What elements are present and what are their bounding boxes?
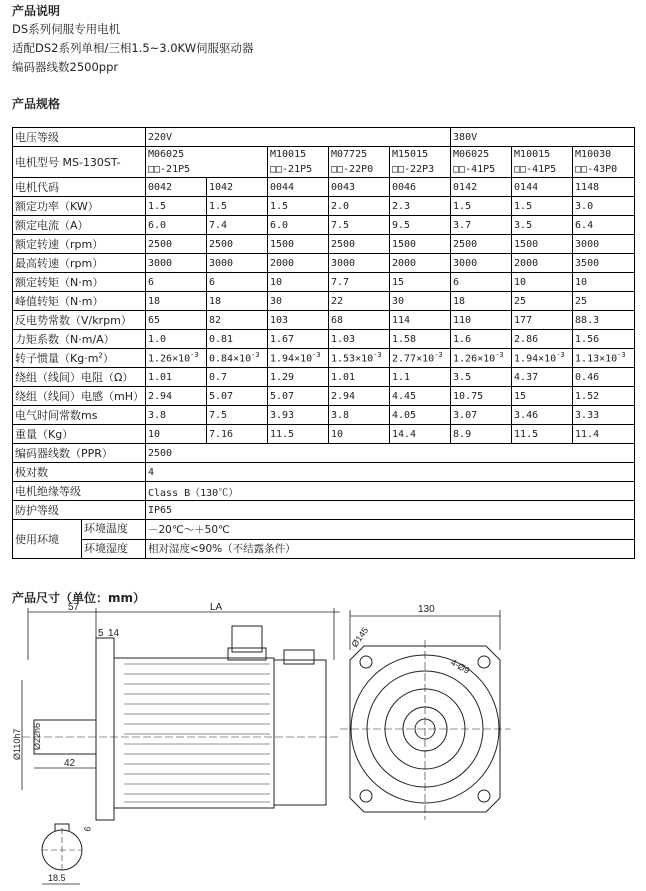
spec-value: 1.67: [268, 330, 329, 349]
spec-value: 2000: [268, 254, 329, 273]
spec-row: [13, 292, 635, 311]
spec-value: 3.7: [451, 216, 512, 235]
spec-value: 1.5: [207, 197, 268, 216]
dim-14: 14: [108, 628, 120, 639]
env-temp-value: －20℃～＋50℃: [146, 520, 635, 540]
inertia-value: $1.26\times 10^{-3}$: [451, 349, 512, 368]
spec-value: 2500: [146, 235, 207, 254]
spec-value: 3000: [146, 254, 207, 273]
spec-row: [13, 406, 635, 425]
spec-row: [13, 235, 635, 254]
spec-value: 14.4: [390, 425, 451, 444]
spec-heading: 产品规格: [12, 97, 61, 111]
spec-value: 0.81: [207, 330, 268, 349]
dim-57: 57: [68, 602, 80, 613]
spec-value: 11.4: [573, 425, 635, 444]
spec-row: [13, 425, 635, 444]
model-cell: M07725 □□-22P0: [329, 147, 390, 178]
spec-value: 6.4: [573, 216, 635, 235]
encoder-label: 编码器线数（PPR）: [13, 444, 146, 463]
spec-row: [13, 387, 635, 406]
spec-value: 10: [512, 273, 573, 292]
dim-holes: 4-Ø9: [449, 657, 472, 676]
protection-value: IP65: [146, 501, 635, 520]
spec-value: 3.8: [329, 406, 390, 425]
env-label: 使用环境: [13, 520, 82, 558]
spec-value: 1148: [573, 178, 635, 197]
spec-row-label: 力矩系数（N·m/A）: [13, 330, 146, 349]
spec-value: 1.5: [451, 197, 512, 216]
spec-value: 1.58: [390, 330, 451, 349]
insulation-value: Class B（130℃）: [146, 482, 635, 501]
spec-row: [13, 197, 635, 216]
spec-value: 2.94: [146, 387, 207, 406]
spec-row-label: 电气时间常数ms: [13, 406, 146, 425]
spec-value: 30: [390, 292, 451, 311]
spec-row: [13, 311, 635, 330]
model-cell: M06025 □□-21P5: [146, 147, 268, 178]
voltage-380: 380V: [451, 128, 635, 147]
dimension-drawing: [0, 600, 646, 891]
spec-row-label: 额定转速（rpm）: [13, 235, 146, 254]
spec-value: 1.56: [573, 330, 635, 349]
spec-value: 82: [207, 311, 268, 330]
description-line: 编码器线数2500ppr: [12, 60, 119, 74]
spec-row-label: 反电势常数（V/krpm）: [13, 311, 146, 330]
inertia-value: $0.84\times 10^{-3}$: [207, 349, 268, 368]
spec-value: 1.5: [146, 197, 207, 216]
spec-value: 15: [512, 387, 573, 406]
cooling-fins: [124, 664, 270, 802]
model-cell: M10015 □□-21P5: [268, 147, 329, 178]
description-line: DS系列伺服专用电机: [12, 22, 121, 36]
spec-row-label: 峰值转矩（N·m）: [13, 292, 146, 311]
spec-value: 6.0: [268, 216, 329, 235]
model-cell: M06025 □□-41P5: [451, 147, 512, 178]
inertia-row: [13, 349, 635, 368]
spec-value: 2.86: [512, 330, 573, 349]
spec-value: 1.01: [146, 368, 207, 387]
front-view: [340, 610, 510, 820]
spec-row-label: 重量（Kg）: [13, 425, 146, 444]
spec-value: 3.07: [451, 406, 512, 425]
spec-value: 0.7: [207, 368, 268, 387]
spec-value: 18: [146, 292, 207, 311]
spec-row: [13, 368, 635, 387]
spec-value: 4.45: [390, 387, 451, 406]
dim-5: 5: [98, 628, 104, 639]
spec-row-label: 额定功率（KW）: [13, 197, 146, 216]
spec-value: 6: [146, 273, 207, 292]
env-hum-label: 环境湿度: [84, 542, 128, 555]
spec-value: 3.8: [146, 406, 207, 425]
spec-value: 1.5: [512, 197, 573, 216]
inertia-value: $2.77\times 10^{-3}$: [390, 349, 451, 368]
dim-22: Ø22h6: [32, 722, 42, 750]
env-hum-value: 相对湿度<90%（不结露条件）: [146, 539, 635, 559]
spec-value: 2500: [329, 235, 390, 254]
spec-row: [13, 273, 635, 292]
spec-value: 10: [146, 425, 207, 444]
spec-value: 15: [390, 273, 451, 292]
env-temp-label: 环境温度: [82, 520, 145, 540]
spec-value: 3000: [207, 254, 268, 273]
spec-value: 3.5: [451, 368, 512, 387]
spec-value: 2500: [451, 235, 512, 254]
spec-value: 7.5: [207, 406, 268, 425]
spec-value: 11.5: [512, 425, 573, 444]
spec-row-label: 绕组（线间）电阻（Ω）: [13, 368, 146, 387]
poles-value: 4: [146, 463, 635, 482]
spec-row-label: 绕组（线间）电感（mH）: [13, 387, 146, 406]
spec-value: 25: [573, 292, 635, 311]
spec-value: 1.6: [451, 330, 512, 349]
spec-value: 114: [390, 311, 451, 330]
spec-value: 4.05: [390, 406, 451, 425]
spec-value: 2000: [512, 254, 573, 273]
model-cell: M10030 □□-43P0: [573, 147, 635, 178]
spec-value: 5.07: [268, 387, 329, 406]
poles-row: [13, 463, 635, 482]
spec-value: 3.93: [268, 406, 329, 425]
spec-row: [13, 178, 635, 197]
spec-row-label: 电机代码: [13, 178, 146, 197]
model-cell: M10015 □□-41P5: [512, 147, 573, 178]
spec-value: 3000: [573, 235, 635, 254]
spec-value: 1.01: [329, 368, 390, 387]
dim-la: LA: [210, 602, 223, 613]
voltage-row: [13, 128, 635, 147]
spec-row-label: 额定电流（A）: [13, 216, 146, 235]
spec-row-label: 最高转速（rpm）: [13, 254, 146, 273]
encoder-value: 2500: [146, 444, 635, 463]
spec-value: 0144: [512, 178, 573, 197]
spec-value: 8.9: [451, 425, 512, 444]
voltage-label: 电压等级: [13, 128, 146, 147]
dim-6: 6: [82, 825, 93, 833]
spec-value: 0042: [146, 178, 207, 197]
dim-18: 18.5: [48, 873, 66, 883]
dim-110: Ø110h7: [12, 728, 22, 760]
spec-value: 1500: [512, 235, 573, 254]
spec-value: 7.5: [329, 216, 390, 235]
spec-value: 7.4: [207, 216, 268, 235]
spec-value: 1.0: [146, 330, 207, 349]
spec-row: [13, 216, 635, 235]
encoder-row: [13, 444, 635, 463]
spec-value: 6: [451, 273, 512, 292]
spec-value: 10.75: [451, 387, 512, 406]
description-line: 适配DS2系列单相/三相1.5~3.0KW伺服驱动器: [12, 41, 254, 55]
spec-value: 2.3: [390, 197, 451, 216]
spec-value: 1042: [207, 178, 268, 197]
spec-value: 5.07: [207, 387, 268, 406]
spec-value: 0.46: [573, 368, 635, 387]
spec-value: 10: [573, 273, 635, 292]
spec-value: 1.52: [573, 387, 635, 406]
spec-value: 9.5: [390, 216, 451, 235]
spec-value: 6: [207, 273, 268, 292]
spec-value: 7.7: [329, 273, 390, 292]
spec-value: 3000: [451, 254, 512, 273]
model-row: [13, 147, 635, 178]
spec-value: 18: [451, 292, 512, 311]
spec-value: 103: [268, 311, 329, 330]
dim-145: Ø145: [349, 625, 371, 650]
spec-row: [13, 330, 635, 349]
spec-value: 0044: [268, 178, 329, 197]
spec-value: 25: [512, 292, 573, 311]
insulation-label: 电机绝缘等级: [13, 482, 146, 501]
model-cell: M15015 □□-22P3: [390, 147, 451, 178]
spec-table: [12, 127, 635, 559]
env-temp-row: [13, 520, 635, 540]
spec-value: 0046: [390, 178, 451, 197]
spec-value: 10: [329, 425, 390, 444]
spec-value: 177: [512, 311, 573, 330]
insulation-row: [13, 482, 635, 501]
spec-value: 1.29: [268, 368, 329, 387]
spec-value: 2500: [207, 235, 268, 254]
env-cell: [13, 520, 146, 559]
spec-value: 1500: [390, 235, 451, 254]
spec-value: 1500: [268, 235, 329, 254]
spec-value: 0142: [451, 178, 512, 197]
spec-value: 2.94: [329, 387, 390, 406]
spec-value: 1.5: [268, 197, 329, 216]
spec-value: 1.1: [390, 368, 451, 387]
spec-value: 88.3: [573, 311, 635, 330]
description-heading: 产品说明: [12, 4, 61, 18]
side-view: [22, 608, 340, 820]
inertia-value: $1.94\times 10^{-3}$: [512, 349, 573, 368]
dim-130: 130: [418, 604, 435, 615]
spec-value: 3000: [329, 254, 390, 273]
spec-value: 2.0: [329, 197, 390, 216]
spec-value: 1.03: [329, 330, 390, 349]
voltage-220: 220V: [146, 128, 451, 147]
spec-value: 6.0: [146, 216, 207, 235]
spec-value: 65: [146, 311, 207, 330]
spec-value: 2000: [390, 254, 451, 273]
spec-value: 7.16: [207, 425, 268, 444]
spec-value: 68: [329, 311, 390, 330]
dim-42: 42: [64, 758, 76, 769]
spec-value: 4.37: [512, 368, 573, 387]
model-label: 电机型号 MS-130ST-: [13, 147, 146, 178]
spec-value: 3.46: [512, 406, 573, 425]
poles-label: 极对数: [13, 463, 146, 482]
inertia-value: $1.13\times 10^{-3}$: [573, 349, 635, 368]
protection-row: [13, 501, 635, 520]
spec-row: [13, 254, 635, 273]
spec-value: 110: [451, 311, 512, 330]
spec-value: 3.0: [573, 197, 635, 216]
spec-value: 3500: [573, 254, 635, 273]
spec-value: 30: [268, 292, 329, 311]
spec-value: 3.5: [512, 216, 573, 235]
spec-value: 0043: [329, 178, 390, 197]
inertia-value: $1.94\times 10^{-3}$: [268, 349, 329, 368]
protection-label: 防护等级: [13, 501, 146, 520]
inertia-value: $1.26\times 10^{-3}$: [146, 349, 207, 368]
spec-row-label: 额定转矩（N·m）: [13, 273, 146, 292]
dims-heading: 产品尺寸（单位：mm）: [12, 591, 146, 605]
inertia-label: 转子惯量$(Kg\cdot m^2)$: [13, 349, 146, 368]
spec-value: 11.5: [268, 425, 329, 444]
spec-value: 3.33: [573, 406, 635, 425]
spec-value: 18: [207, 292, 268, 311]
spec-value: 22: [329, 292, 390, 311]
spec-value: 10: [268, 273, 329, 292]
inertia-value: $1.53\times 10^{-3}$: [329, 349, 390, 368]
